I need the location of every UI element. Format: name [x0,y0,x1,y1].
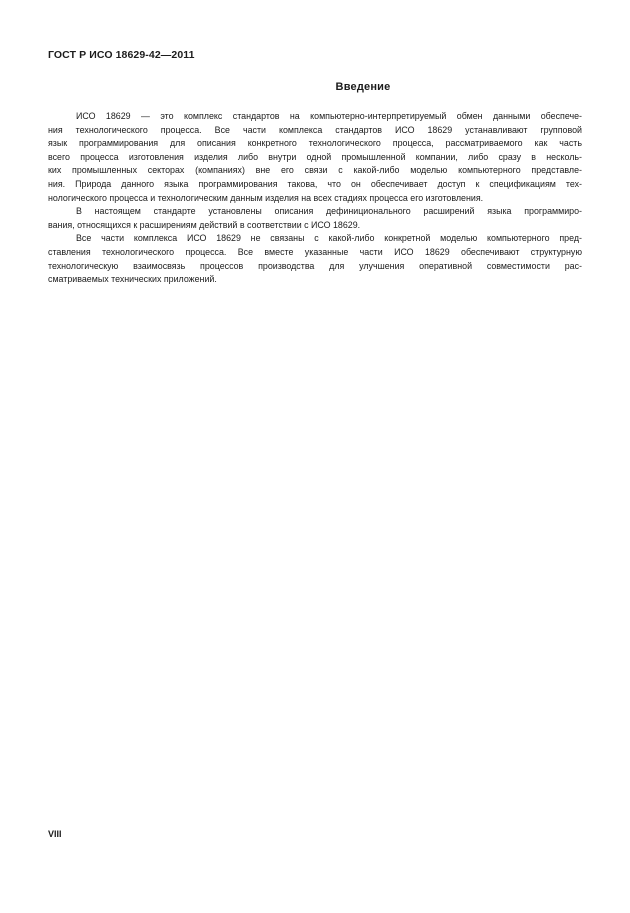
document-header: ГОСТ Р ИСО 18629-42—2011 [48,49,195,61]
text-line: язык программирования для описания конкретного технологического процесса, рассматриваемого как часть [48,138,582,149]
text-line: ния технологического процесса. Все части комплекса стандартов ИСО 18629 устанавливают групповой [48,124,582,135]
paragraph-scope [48,205,582,232]
text-line: сматриваемых технических приложений. [48,274,217,285]
text-line: вания, относящихся к расширениям действий в соответствии с ИСО 18629. [48,219,361,230]
text-line: ких промышленных секторах (компаниях) вне его связи с какой-либо моделью компьютерного представле- [48,165,582,176]
paragraph-intro [48,110,582,205]
paragraph-parts [48,232,582,286]
page-number: VIII [48,829,62,839]
text-line: всего процесса изготовления изделия либо внутри одной промышленной компании, либо сразу в несколь- [48,151,582,162]
section-title: Введение [335,81,391,93]
text-line: Все части комплекса ИСО 18629 не связаны с какой-либо конкретной моделью компьютерного пред- [76,233,582,244]
text-line: нологического процесса и технологическим данным изделия на всех стадиях процесса его изготовления. [48,192,484,203]
body-text [48,110,582,287]
text-line: ИСО 18629 — это комплекс стандартов на компьютерно-интерпретируемый обмен данными обеспече- [76,111,582,121]
text-line: ставления технологического процесса. Все вместе указанные части ИСО 18629 обеспечивают структурную [48,246,582,257]
text-line: ния. Природа данного языка программирования такова, что он обеспечивает доступ к спецификациям тех- [48,178,582,189]
text-line: технологическую взаимосвязь процессов производства для улучшения оперативной совместимости рас- [48,260,582,271]
text-line: В настоящем стандарте установлены описания дефиниционального расширений языка программиро- [76,206,582,217]
